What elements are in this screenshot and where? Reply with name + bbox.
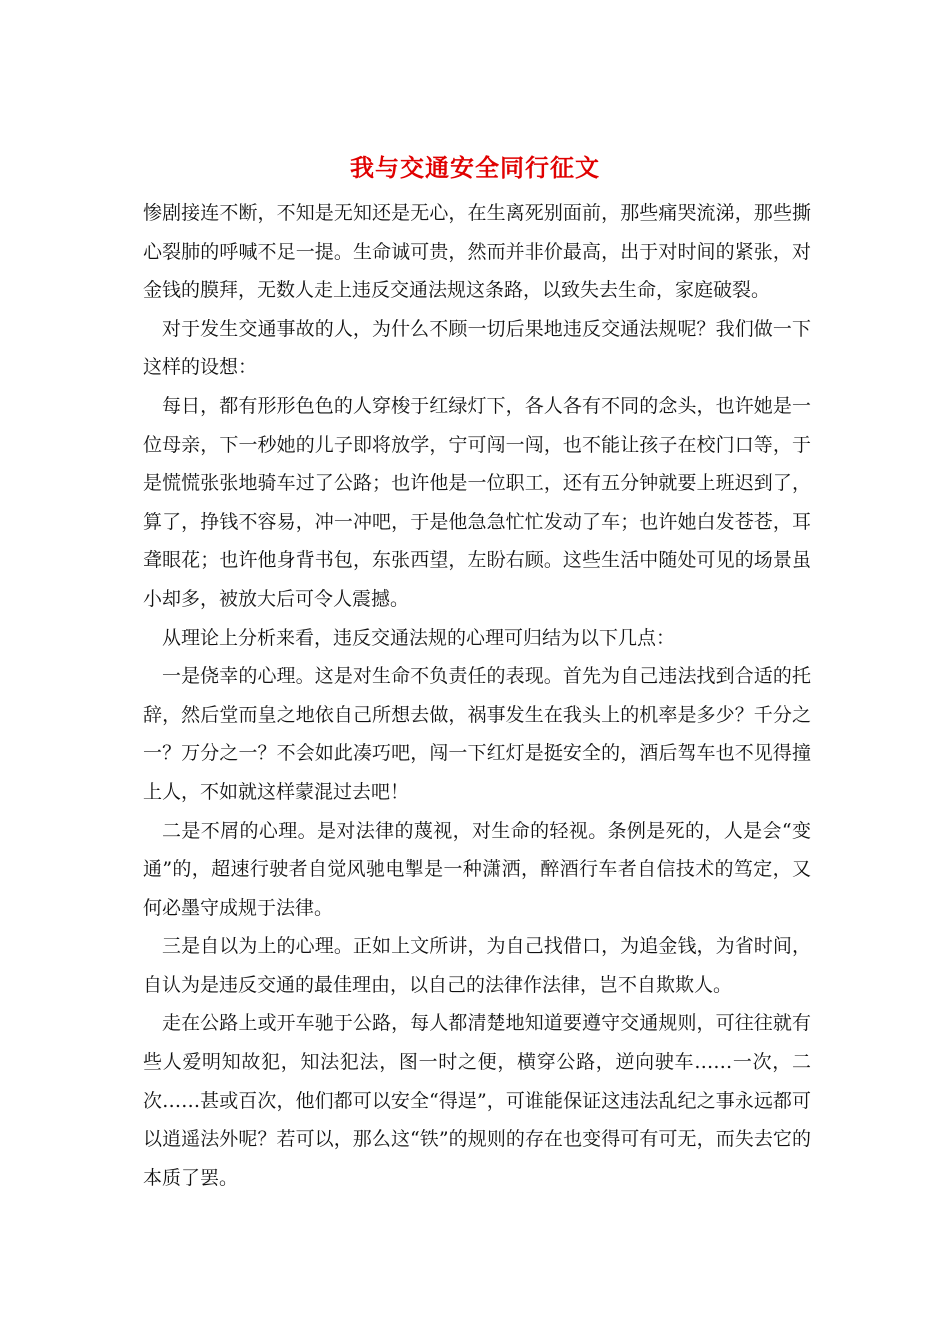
document-title: 我与交通安全同行征文 bbox=[350, 153, 600, 182]
paragraph: 每日，都有形形色色的人穿梭于红绿灯下，各人各有不同的念头，也许她是一位母亲，下一秒她的儿子即将放学，宁可闯一闯，也不能让孩子在校门口等，于是慌慌张张地骑车过了公路；也许他是一位职工，还有五分钟就要上班迟到了，算了，挣钱不容易，冲一冲吧，于是他急急忙忙发动了车；也许她白发苍苍，耳聋眼花；也许他身背书包，东张西望，左盼右顾。这些生活中随处可见的场景虽小却多，被放大后可令人震撼。 bbox=[143, 394, 811, 610]
document-body bbox=[143, 194, 811, 1197]
paragraph: 对于发生交通事故的人，为什么不顾一切后果地违反交通法规呢？我们做一下这样的设想： bbox=[143, 317, 811, 379]
paragraph: 惨剧接连不断，不知是无知还是无心，在生离死别面前，那些痛哭流涕，那些撕心裂肺的呼喊不足一提。生命诚可贵，然而并非价最高，出于对时间的紧张，对金钱的膜拜，无数人走上违反交通法规这条路，以致失去生命，家庭破裂。 bbox=[143, 202, 811, 302]
paragraph: 三是自以为上的心理。正如上文所讲，为自己找借口，为追金钱，为省时间，自认为是违反交通的最佳理由，以自己的法律作法律，岂不自欺欺人。 bbox=[143, 935, 811, 996]
paragraph: 一是侥幸的心理。这是对生命不负责任的表现。首先为自己违法找到合适的托辞，然后堂而皇之地依自己所想去做，祸事发生在我头上的机率是多少？千分之一？万分之一？不会如此凑巧吧，闯一下红灯是挺安全的，酒后驾车也不见得撞上人，不如就这样蒙混过去吧！ bbox=[143, 665, 811, 803]
paragraph: 二是不屑的心理。是对法律的蔑视，对生命的轻视。条例是死的，人是会“变通”的，超速行驶者自觉风驰电掣是一种潇洒，醉酒行车者自信技术的笃定，又何必墨守成规于法律。 bbox=[143, 819, 811, 919]
paragraph: 走在公路上或开车驰于公路，每人都清楚地知道要遵守交通规则，可往往就有些人爱明知故犯，知法犯法，图一时之便，横穿公路，逆向驶车……一次，二次……甚或百次，他们都可以安全“得逞”，可谁能保证这违法乱纪之事永远都可以逍遥法外呢？若可以，那么这“铁”的规则的存在也变得可有可无，而失去它的本质了罢。 bbox=[143, 1012, 811, 1189]
paragraph: 从理论上分析来看，违反交通法规的心理可归结为以下几点： bbox=[162, 626, 676, 649]
